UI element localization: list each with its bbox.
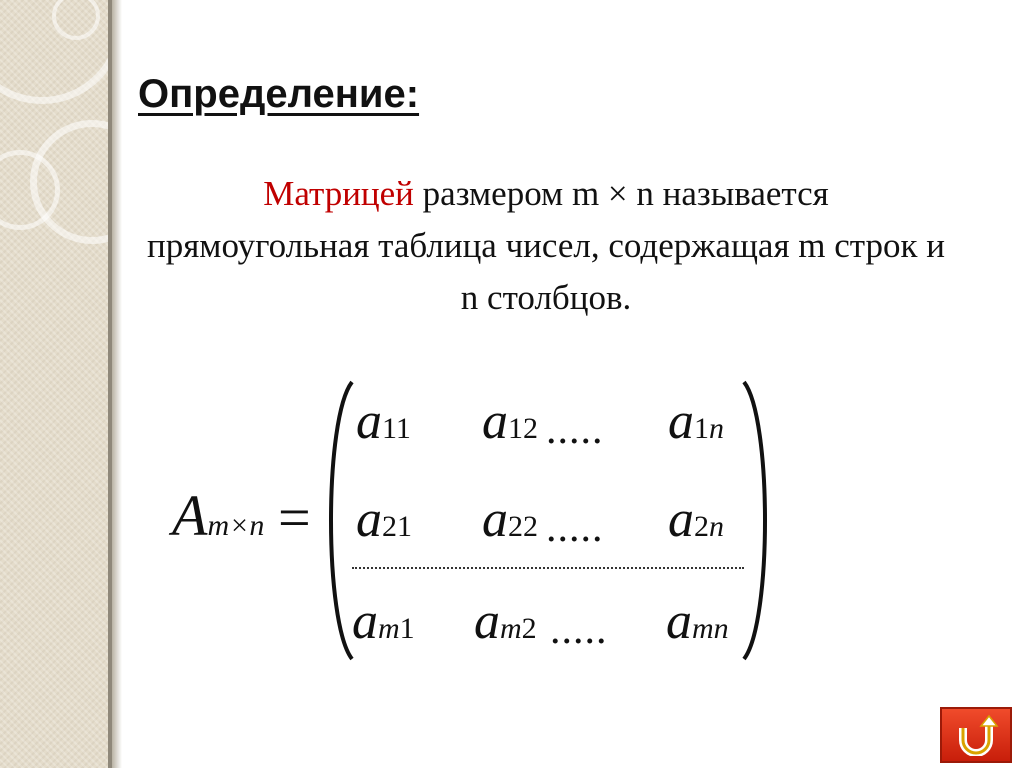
dotted-separator [352,567,744,569]
definition-line-1-rest: размером m × n называется [413,174,829,213]
slide-heading: Определение: [138,72,420,116]
definition-line-3: n столбцов. [460,278,632,317]
row-ellipsis: ..... [550,607,608,653]
row-ellipsis: ..... [546,407,604,453]
matrix-lhs: Am×n [172,483,265,548]
matrix-element: a12 [482,393,538,450]
definition-term: Матрицей [263,174,414,213]
right-parenthesis [738,378,778,663]
definition-line-2: прямоугольная таблица чисел, содержащая m строк и [146,226,946,265]
matrix-element: a1n [668,393,724,450]
u-turn-return-icon [953,714,999,756]
matrix-element: am2 [474,593,537,650]
matrix-element: a2n [668,491,724,548]
matrix-element: a21 [356,491,412,548]
row-ellipsis: ..... [546,505,604,551]
equals-sign: = [278,485,311,550]
return-button[interactable] [940,707,1012,763]
matrix-element: am1 [352,593,415,650]
matrix-element: a22 [482,491,538,548]
matrix-element: amn [666,593,729,650]
matrix-element: a11 [356,393,411,450]
